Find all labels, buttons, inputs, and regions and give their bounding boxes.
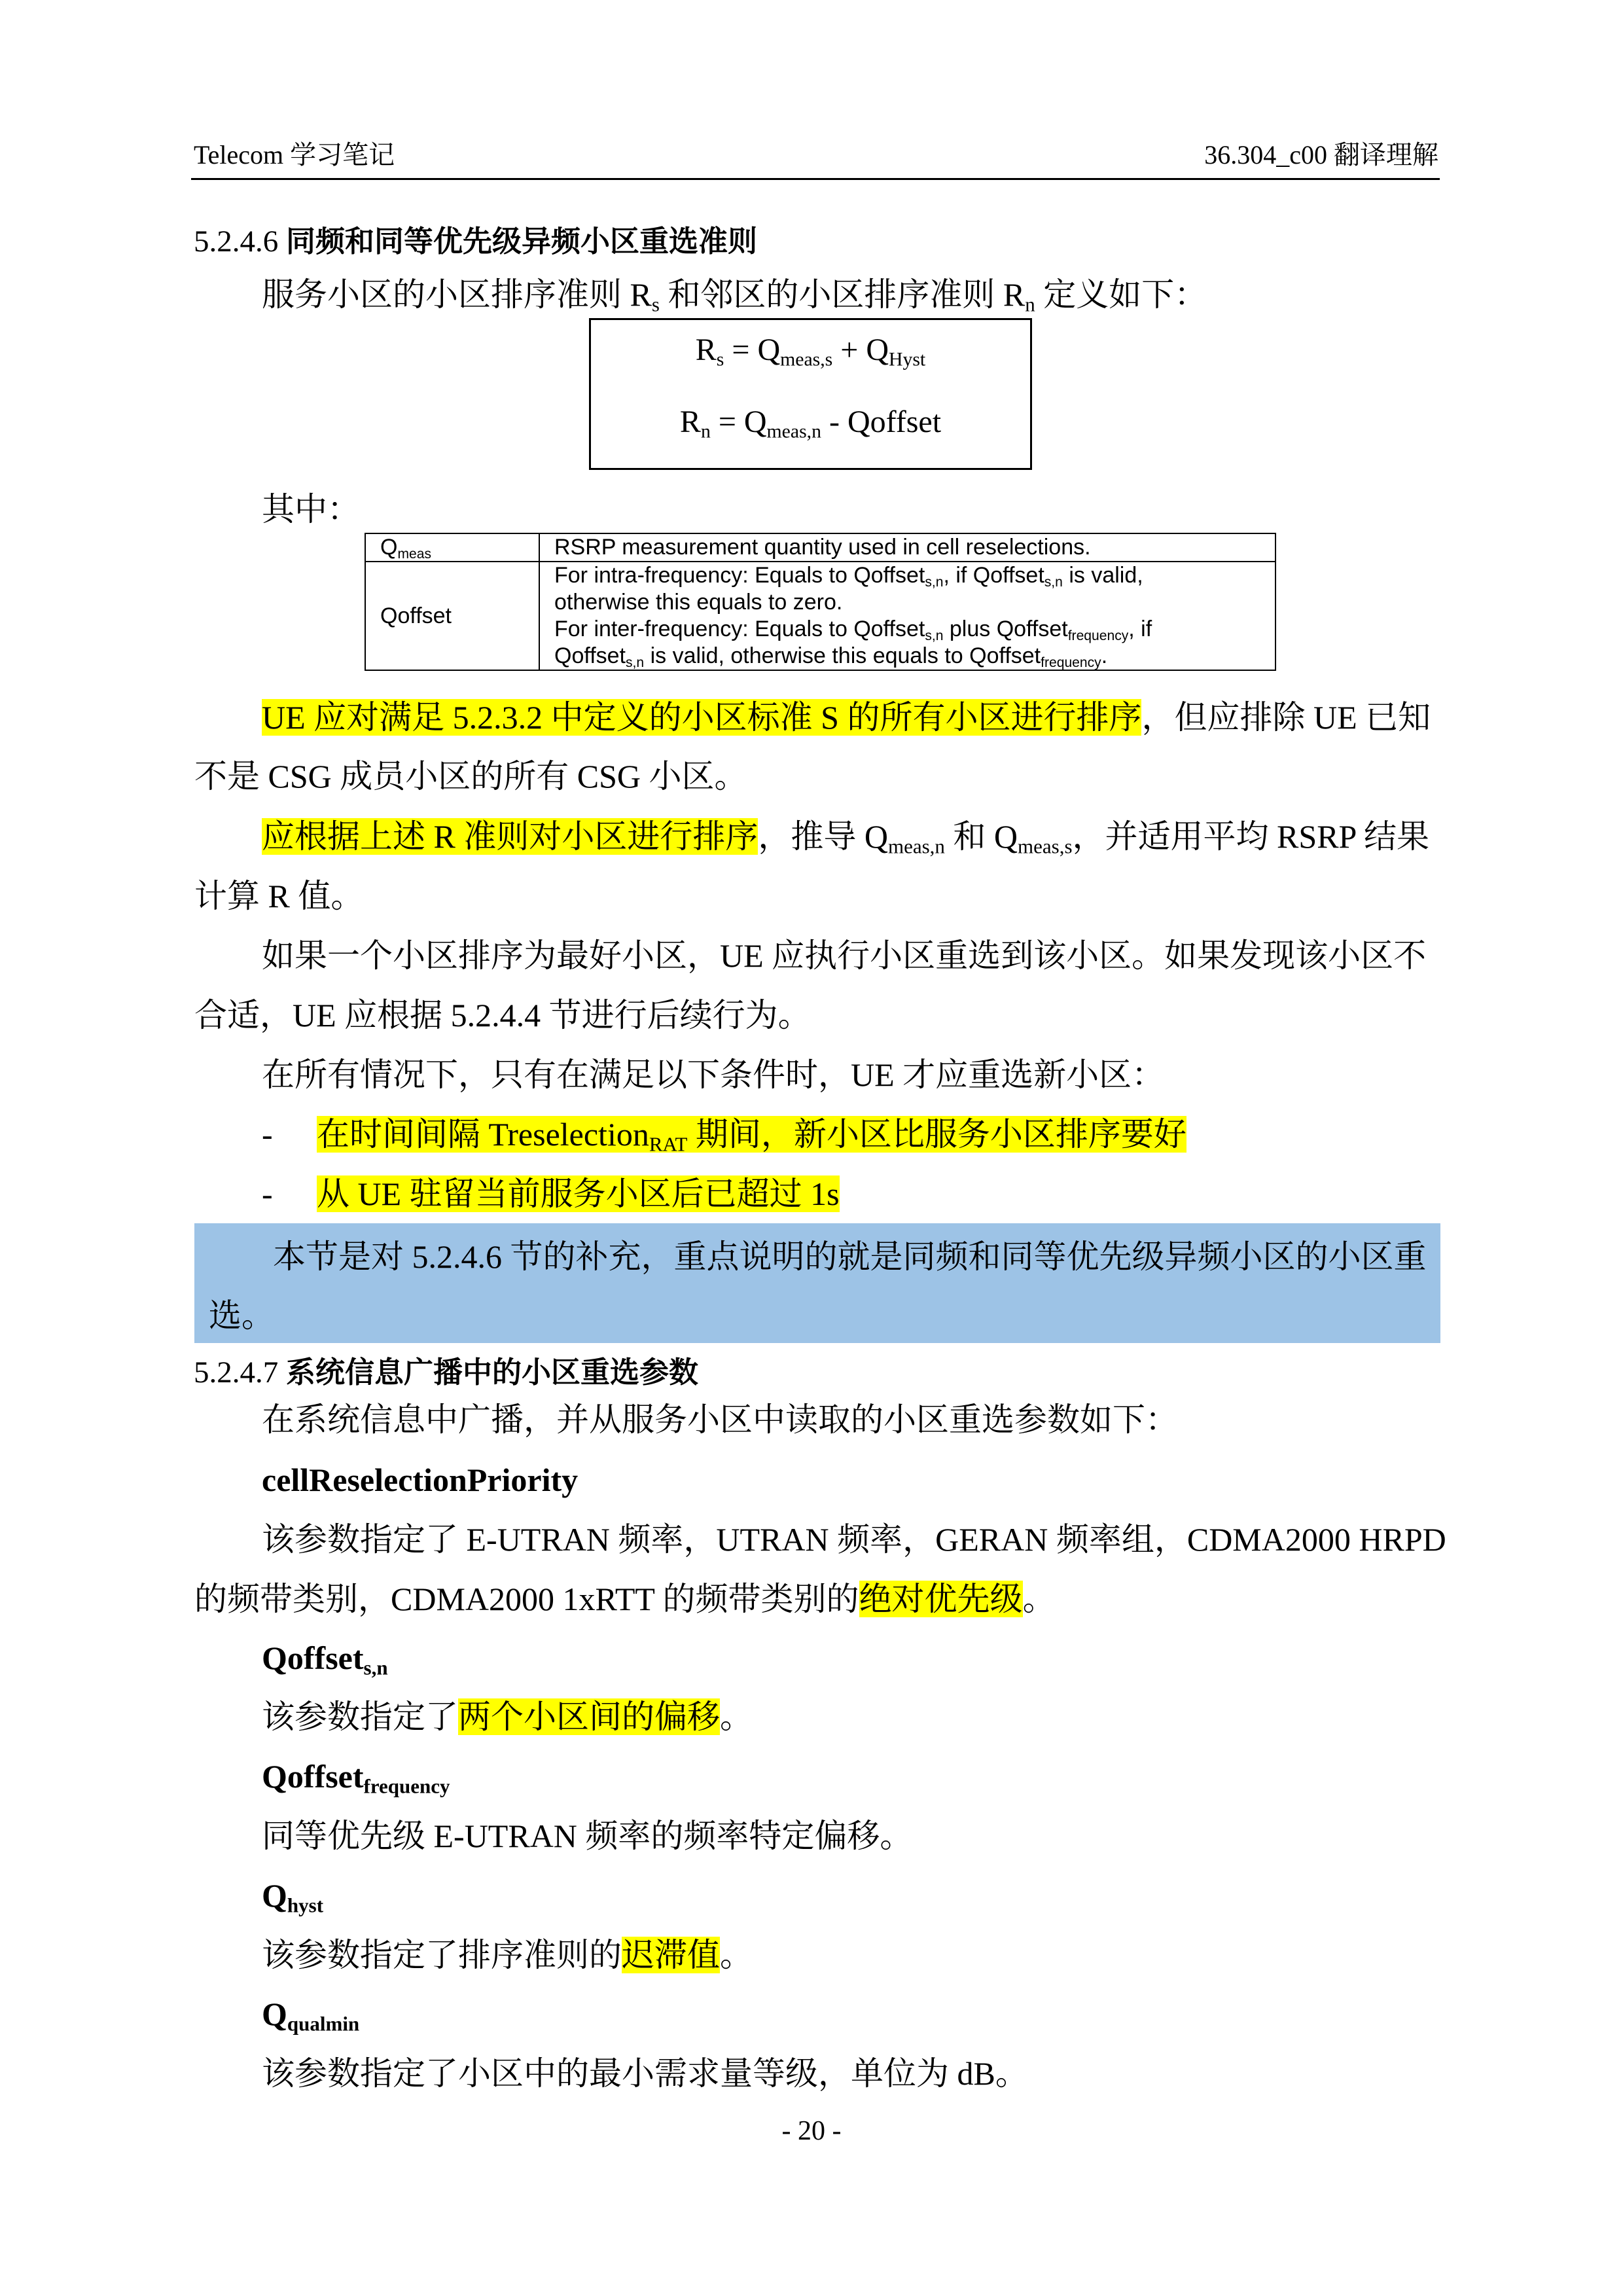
t-l4b: is valid, otherwise this equals to Qoffset — [644, 643, 1041, 668]
param-desc-qqualmin: 该参数指定了小区中的最小需求量等级，单位为 dB。 — [262, 2055, 1028, 2092]
where-label: 其中： — [262, 491, 360, 528]
qoffset-line-2: otherwise this equals to zero. — [554, 590, 843, 615]
d2a: 该参数指定了 — [262, 1698, 458, 1735]
intro-text-b: 和邻区的小区排序准则 R — [659, 276, 1026, 313]
t3: Qoffset — [262, 1758, 364, 1795]
highlight-r-criteria: 应根据上述 R 准则对小区进行排序 — [262, 818, 758, 855]
t-l4c: . — [1101, 643, 1108, 668]
table-row — [365, 533, 1275, 562]
section-number: 5.2.4.6 — [194, 224, 279, 259]
qmeas-sub: meas — [397, 546, 431, 562]
bullet-dash: - — [262, 1116, 273, 1153]
formula-box — [589, 318, 1032, 470]
f1-lhs-sub: s — [716, 348, 724, 370]
t-l3a: For inter-frequency: Equals to Qoffset — [554, 617, 925, 641]
table-cell-description — [539, 562, 1275, 670]
highlight-sort-s: UE 应对满足 5.2.3.2 中定义的小区标准 S 的所有小区进行排序 — [262, 699, 1142, 736]
f2-rest: - Qoffset — [821, 404, 942, 439]
section-title: 同频和同等优先级异频小区重选准则 — [286, 224, 758, 259]
f2-eq: = Q — [710, 404, 767, 439]
section-heading-5247 — [194, 1348, 698, 1391]
list-item — [262, 1175, 840, 1213]
t2: Qoffset — [262, 1640, 364, 1676]
section-heading-5246 — [194, 217, 757, 260]
qoffset-line-1 — [554, 562, 1267, 589]
d1c: 。 — [1022, 1581, 1056, 1617]
note-line-1: 本节是对 5.2.4.6 节的补充，重点说明的就是同频和同等优先级异频小区的小区重 — [273, 1238, 1427, 1275]
f2-q-sub: meas,n — [766, 420, 821, 442]
t-l1sub2: s,n — [1044, 574, 1063, 590]
paragraph-best-cell: 如果一个小区排序为最好小区，UE 应执行小区重选到该小区。如果发现该小区不 — [262, 937, 1427, 974]
highlight-treselection — [317, 1116, 1186, 1156]
intro-sub-n: n — [1025, 293, 1035, 316]
t-l1a: For intra-frequency: Equals to Qoffset — [554, 563, 925, 588]
p2-sub1: meas,n — [887, 834, 945, 858]
param-desc-qoffset-freq: 同等优先级 E-UTRAN 频率的频率特定偏移。 — [262, 1818, 913, 1854]
table-cell-description: RSRP measurement quantity used in cell reselections. — [539, 533, 1275, 562]
param-desc-priority-2 — [194, 1580, 1056, 1618]
t4: Q — [262, 1877, 287, 1914]
definitions-table — [365, 533, 1276, 671]
t-l3c: , if — [1128, 617, 1152, 641]
intro-sub-s: s — [651, 293, 660, 316]
t-l4sub2: frequency — [1041, 655, 1101, 670]
t4sub: hyst — [287, 1893, 324, 1917]
intro-text-a: 服务小区的小区排序准则 R — [262, 276, 652, 313]
paragraph-r-criteria — [262, 817, 1430, 858]
intro-text-c: 定义如下： — [1035, 276, 1207, 313]
paragraph-best-cell-line2: 合适，UE 应根据 5.2.4.4 节进行后续行为。 — [194, 997, 811, 1033]
f1-q-sub: meas,s — [780, 348, 833, 370]
t-l4a: Qoffset — [554, 643, 626, 668]
t-l3sub2: frequency — [1067, 628, 1129, 643]
param-title-qoffset-sn — [262, 1639, 388, 1677]
p2-b: 和 Q — [944, 818, 1018, 855]
formula-rn — [591, 404, 1030, 440]
f2-lhs: R — [679, 404, 701, 439]
qmeas-symbol: Q — [380, 535, 398, 560]
paragraph-conditions: 在所有情况下，只有在满足以下条件时，UE 才应重选新小区： — [262, 1056, 1165, 1093]
param-title-priority: cellReselectionPriority — [262, 1462, 579, 1498]
section-number: 5.2.4.7 — [194, 1355, 279, 1390]
paragraph-sort-criteria — [262, 698, 1431, 736]
d2b: 。 — [720, 1698, 753, 1735]
param-title-qoffset-freq — [262, 1757, 450, 1798]
header-right: 36.304_c00 翻译理解 — [1204, 140, 1438, 170]
p2-a: ，推导 Q — [758, 818, 888, 855]
table-row — [365, 562, 1275, 670]
p2-c: ，并适用平均 RSRP 结果 — [1072, 818, 1430, 855]
t3sub: frequency — [363, 1774, 450, 1798]
t5sub: qualmin — [287, 2012, 360, 2036]
bullet-dash: - — [262, 1175, 273, 1212]
paragraph-sort-criteria-line2: 不是 CSG 成员小区的所有 CSG 小区。 — [194, 758, 747, 795]
highlight-1s: 从 UE 驻留当前服务小区后已超过 1s — [317, 1175, 840, 1212]
intro-paragraph — [262, 276, 1207, 314]
note-box — [194, 1223, 1440, 1343]
table-cell-symbol — [365, 533, 539, 562]
p1-rest: ，但应排除 UE 已知 — [1141, 699, 1431, 736]
highlight-hysteresis: 迟滞值 — [622, 1937, 720, 1973]
header-left: Telecom 学习笔记 — [194, 140, 395, 170]
f1-eq: = Q — [724, 332, 781, 367]
t-l1c: is valid, — [1062, 563, 1143, 588]
t-l4sub: s,n — [626, 655, 645, 670]
header-rule — [191, 178, 1440, 180]
section-title: 系统信息广播中的小区重选参数 — [286, 1355, 699, 1390]
t-l1sub: s,n — [925, 574, 944, 590]
f1-hyst-sub: Hyst — [889, 348, 926, 370]
d4b: 。 — [720, 1937, 753, 1973]
table-cell-symbol: Qoffset — [365, 562, 539, 670]
formula-rs — [591, 332, 1030, 368]
qoffset-line-3 — [554, 616, 1267, 643]
d4a: 该参数指定了排序准则的 — [262, 1937, 622, 1973]
p2-sub2: meas,s — [1018, 834, 1073, 858]
b1b: 期间，新小区比服务小区排序要好 — [687, 1116, 1186, 1153]
param-desc-qoffset-sn — [262, 1698, 753, 1736]
highlight-absolute-priority: 绝对优先级 — [859, 1581, 1023, 1617]
list-item — [262, 1115, 1186, 1156]
b1a: 在时间间隔 Treselection — [317, 1116, 649, 1153]
f2-lhs-sub: n — [700, 420, 711, 442]
param-desc-qhyst — [262, 1936, 753, 1974]
d1b: 的频带类别，CDMA2000 1xRTT 的频带类别的 — [194, 1581, 859, 1617]
qoffset-line-4 — [554, 643, 1267, 670]
b1sub: RAT — [649, 1132, 688, 1156]
param-desc-priority-1: 该参数指定了 E-UTRAN 频率，UTRAN 频率，GERAN 频率组，CDMA2000 HRPD — [262, 1521, 1446, 1558]
t2sub: s,n — [363, 1656, 388, 1679]
t5: Q — [262, 1996, 287, 2032]
t-l1b: , if Qoffset — [943, 563, 1044, 588]
param-title-qhyst — [262, 1876, 324, 1917]
f1-lhs: R — [695, 332, 717, 367]
t-l3sub: s,n — [925, 628, 944, 643]
paragraph-broadcast: 在系统信息中广播，并从服务小区中读取的小区重选参数如下： — [262, 1401, 1178, 1438]
t-l3b: plus Qoffset — [943, 617, 1068, 641]
f1-plus: + Q — [832, 332, 889, 367]
note-line-2: 选。 — [209, 1297, 274, 1334]
page-number: - 20 - — [781, 2116, 842, 2146]
highlight-offset: 两个小区间的偏移 — [458, 1698, 720, 1735]
param-title-qqualmin — [262, 1995, 360, 2036]
paragraph-r-criteria-line2: 计算 R 值。 — [194, 878, 364, 914]
